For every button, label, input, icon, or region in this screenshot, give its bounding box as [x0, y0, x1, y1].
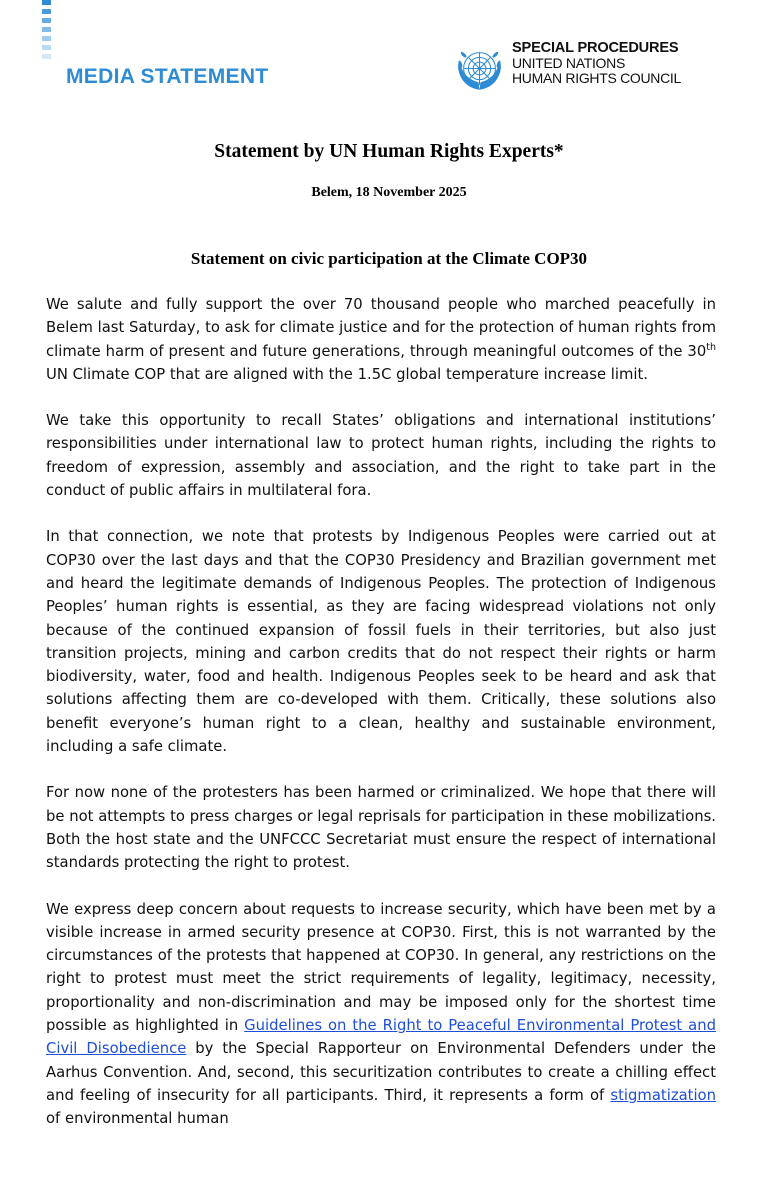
statement-body: [46, 293, 716, 1154]
org-line-1: UNITED NATIONS: [512, 55, 625, 71]
org-title: SPECIAL PROCEDURES: [512, 40, 679, 56]
media-statement-label: MEDIA STATEMENT: [66, 65, 269, 88]
org-line-2: HUMAN RIGHTS COUNCIL: [512, 70, 682, 86]
un-emblem-icon: [453, 42, 506, 95]
dateline: Belem, 18 November 2025: [311, 185, 467, 200]
paragraph-5: We express deep concern about requests to increase security, which have been met by a visible increase in armed security presence at COP30. First, this is not warranted by the circumstances of the protests that happened at COP30. In general, any restrictions on the right to protest must meet the strict requirements of legality, legitimacy, necessity, proportionality and non-discrimination and may be imposed only for the shortest time possible as highlighted in Guidelines on the Right to Peaceful Environmental Protest and Civil Disobedience by the Special Rapporteur on Environmental Defenders under the Aarhus Convention. And, second, this securitization contributes to create a chilling effect and feeling of insecurity for all participants. Third, it represents a form of stigmatization of environmental human: [46, 900, 716, 1128]
paragraph-1: We salute and fully support the over 70 thousand people who marched peacefully in Belem last Saturday, to ask for climate justice and for the protection of human rights from climate harm of present and future generations, through meaningful outcomes of the 30th UN Climate COP that are aligned with the 1.5C global temperature increase limit.: [46, 296, 716, 383]
statement-subtitle: Statement on civic participation at the Climate COP30: [190, 249, 588, 268]
paragraph-4: For now none of the protesters has been harmed or criminalized. We hope that there will be not attempts to press charges or legal reprisals for participation in these mobilizations. Both the host state and the UNFCCC Secretariat must ensure the respect of international standards protecting the right to protest.: [46, 784, 716, 872]
guidelines-link[interactable]: Guidelines on the Right to Peaceful Environmental Protest and Civil Disobedience: [46, 1017, 716, 1058]
stigmatization-link[interactable]: stigmatization: [610, 1086, 716, 1104]
paragraph-3: In that connection, we note that protests by Indigenous Peoples were carried out at COP30 over the last days and that the COP30 Presidency and Brazilian government met and heard the legitimate demands of Indigenous Peoples. The protection of Indigenous Peoples’ human rights is essential, as they are facing widespread violations not only because of the continued expansion of fossil fuels in their territories, but also just transition projects, mining and carbon credits that do not respect their rights or harm biodiversity, water, food and health. Indigenous Peoples seek to be heard and ask that solutions affecting them are co-developed with them. Critically, these solutions also benefit everyone’s human right to a clean, healthy and sustainable environment, including a safe climate.: [46, 528, 716, 756]
paragraph-2: We take this opportunity to recall States’ obligations and international institutions’ responsibilities under international law to protect human rights, including the rights to freedom of expression, assembly and association, and the right to take part in the conduct of public affairs in multilateral fora.: [46, 412, 716, 500]
header-decorative-bars: [42, 0, 51, 62]
special-procedures-header: [512, 41, 681, 86]
document-title: Statement by UN Human Rights Experts*: [214, 141, 564, 162]
